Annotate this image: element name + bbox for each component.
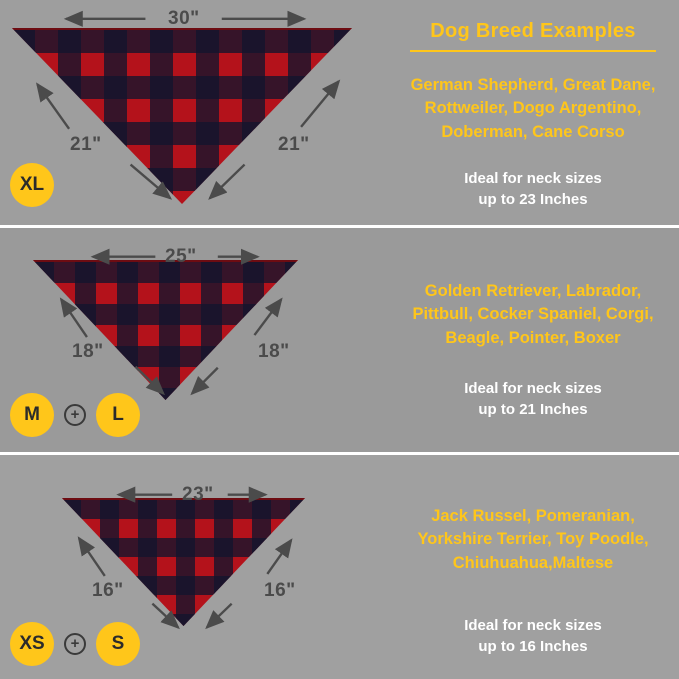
breed-panel-ml	[387, 228, 679, 452]
size-section-ml	[0, 228, 679, 452]
bandana-triangle-xl	[12, 28, 352, 204]
size-badge-xs: XS	[10, 622, 54, 666]
breed-panel-xl	[387, 0, 679, 225]
right-dimension-label-ml: 18"	[258, 340, 290, 362]
size-badge-m: M	[10, 393, 54, 437]
breed-panel-xss	[387, 455, 679, 679]
ideal-neck-line2-xss: up to 16 Inches	[478, 638, 588, 656]
right-dimension-label-xss: 16"	[264, 579, 296, 601]
bandana-diagram-ml	[0, 228, 387, 452]
size-badge-s: S	[96, 622, 140, 666]
breed-list-xss: Jack Russel, Pomeranian, Yorkshire Terrier, Toy Poodle, Chiuhuahua,Maltese	[417, 506, 649, 572]
ideal-neck-xss	[387, 615, 679, 657]
top-dimension-label-ml: 25"	[165, 245, 197, 267]
bandana-triangle-ml	[33, 260, 298, 400]
ideal-neck-line2-xl: up to 23 Inches	[478, 191, 588, 209]
plus-icon-ml: +	[64, 404, 86, 426]
size-badge-l: L	[96, 393, 140, 437]
ideal-neck-line1-xss: Ideal for neck sizes	[464, 617, 602, 635]
ideal-neck-xl	[387, 168, 679, 210]
ideal-neck-line2-ml: up to 21 Inches	[478, 401, 588, 419]
ideal-neck-ml	[387, 378, 679, 420]
top-dimension-label-xss: 23"	[182, 483, 214, 505]
bandana-diagram-xss	[0, 455, 387, 679]
breed-list-xl: German Shepherd, Great Dane, Rottweiler, Dogo Argentino, Doberman, Cane Corso	[410, 76, 656, 141]
plus-icon-xss: +	[64, 633, 86, 655]
page-title: Dog Breed Examples	[430, 20, 636, 42]
bandana-triangle-xss	[62, 498, 305, 626]
size-section-xss	[0, 455, 679, 679]
left-dimension-label-xss: 16"	[92, 579, 124, 601]
size-section-xl	[0, 0, 679, 225]
size-badge-xl: XL	[10, 163, 54, 207]
bandana-diagram-xl	[0, 0, 387, 225]
right-dimension-label-xl: 21"	[278, 134, 310, 155]
left-dimension-label-ml: 18"	[72, 340, 104, 362]
top-dimension-label-xl: 30"	[168, 8, 200, 29]
ideal-neck-line1-ml: Ideal for neck sizes	[464, 380, 602, 398]
left-dimension-label-xl: 21"	[70, 134, 102, 155]
title-underline	[410, 50, 656, 52]
ideal-neck-line1-xl: Ideal for neck sizes	[464, 170, 602, 188]
breed-list-ml: Golden Retriever, Labrador, Pittbull, Cocker Spaniel, Corgi, Beagle, Pointer, Boxer	[412, 281, 654, 347]
